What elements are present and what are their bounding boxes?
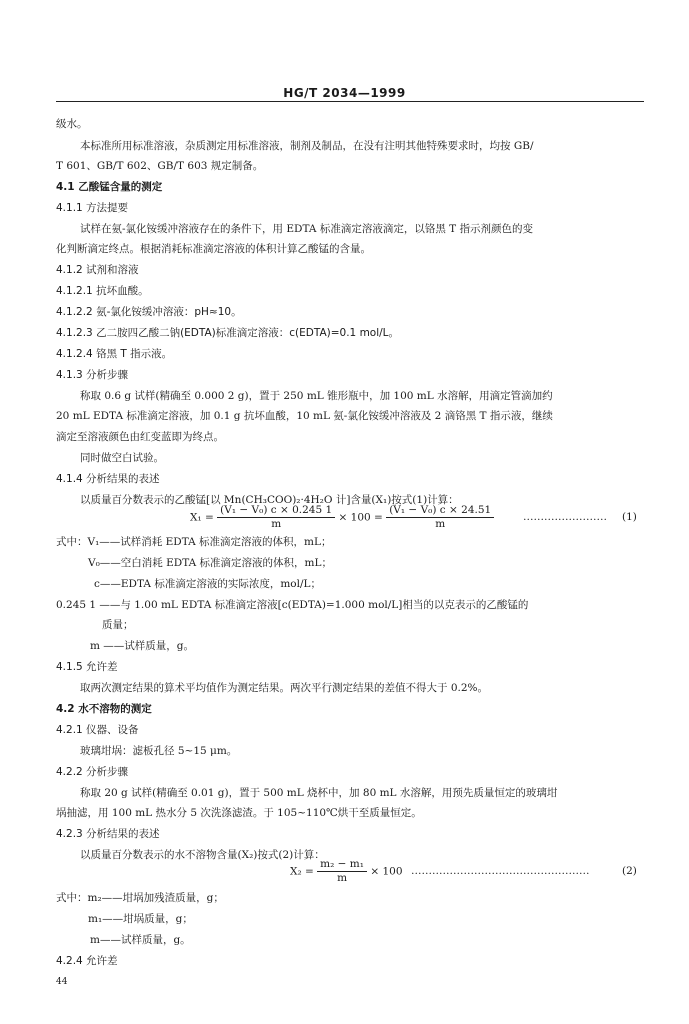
item-line: 4.1.2.2 氨-氯化铵缓冲溶液：pH≈10。 (56, 306, 242, 318)
definition-line: 质量； (102, 619, 134, 631)
text-line: 试样在氨-氯化铵缓冲溶液存在的条件下，用 EDTA 标准滴定溶液滴定，以铬黑 T 指示剂颜色的变 (80, 223, 533, 235)
equation-1 (190, 504, 494, 531)
item-line: 4.1.2.1 抗坏血酸。 (56, 285, 149, 297)
text-line: 化判断滴定终点。根据消耗标准滴定溶液的体积计算乙酸锰的含量。 (56, 243, 371, 255)
eq2-mid: × 100 (370, 865, 403, 878)
header-rule (56, 101, 644, 102)
subsection-heading: 4.1.2 试剂和溶液 (56, 264, 139, 276)
eq1-lhs: X₁ = (190, 511, 214, 524)
subsection-heading: 4.1.4 分析结果的表述 (56, 473, 160, 485)
text-line: 以质量百分数表示的乙酸锰[以 Mn(CH₃COO)₂·4H₂O 计]含量(X₁)按式(1)计算： (80, 494, 459, 506)
eq1-mid: × 100 = (338, 511, 383, 524)
item-line: 4.1.2.4 铬黑 T 指示液。 (56, 348, 173, 360)
eq1-numerator-2: (V₁ − V₀) c × 24.51 (386, 504, 494, 518)
eq2-leader-dots: …………………………………………… (411, 865, 590, 877)
subsection-heading: 4.1.3 分析步骤 (56, 369, 129, 381)
text-line: 玻璃坩埚：滤板孔径 5~15 μm。 (80, 745, 238, 757)
text-line: 称取 20 g 试样(精确至 0.01 g)，置于 500 mL 烧杯中，加 80 mL 水溶解，用预先质量恒定的玻璃坩 (80, 787, 558, 799)
eq1-leader-dots: …………………… (523, 511, 607, 523)
definition-line: 式中：V₁——试样消耗 EDTA 标准滴定溶液的体积，mL； (56, 536, 332, 548)
text-line: 同时做空白试验。 (80, 452, 164, 464)
eq2-denominator: m (337, 872, 348, 884)
subsection-heading: 4.2.4 允许差 (56, 955, 118, 967)
subsection-heading: 4.1.5 允许差 (56, 661, 118, 673)
text-line: 埚抽滤，用 100 mL 热水分 5 次洗涤滤渣。于 105~110℃烘干至质量恒定。 (56, 807, 422, 819)
definition-line: m ——试样质量，g。 (90, 640, 195, 652)
definition-line: 0.245 1 ——与 1.00 mL EDTA 标准滴定溶液[c(EDTA)=1.000 mol/L]相当的以克表示的乙酸锰的 (56, 599, 529, 611)
text-line: 滴定至溶液颜色由红变蓝即为终点。 (56, 431, 224, 443)
text-line: 以质量百分数表示的水不溶物含量(X₂)按式(2)计算： (80, 849, 325, 861)
page-number: 44 (56, 977, 68, 987)
eq1-fraction-2 (386, 504, 494, 531)
section-heading: 4.1 乙酸锰含量的测定 (56, 181, 163, 193)
eq1-number: (1) (622, 511, 637, 523)
subsection-heading: 4.2.1 仪器、设备 (56, 724, 139, 736)
eq1-numerator-1: (V₁ − V₀) c × 0.245 1 (217, 504, 335, 518)
eq2-fraction (317, 858, 367, 885)
definition-line: c——EDTA 标准滴定溶液的实际浓度，mol/L； (94, 578, 321, 590)
eq1-denominator-1: m (271, 518, 282, 530)
definition-line: m₁——坩埚质量，g； (88, 913, 193, 925)
item-line: 4.1.2.3 乙二胺四乙酸二钠(EDTA)标准滴定溶液：c(EDTA)=0.1 mol/L。 (56, 327, 400, 339)
text-line: 取两次测定结果的算术平均值作为测定结果。两次平行测定结果的差值不得大于 0.2%。 (80, 682, 489, 694)
text-line: 本标准所用标准溶液，杂质测定用标准溶液，制剂及制品，在没有注明其他特殊要求时，均按 GB/ (80, 140, 534, 152)
eq2-numerator: m₂ − m₁ (317, 858, 367, 872)
eq2-lhs: X₂ = (290, 865, 314, 878)
eq1-denominator-2: m (435, 518, 446, 530)
definition-line: V₀——空白消耗 EDTA 标准滴定溶液的体积，mL； (88, 557, 332, 569)
text-line: 20 mL EDTA 标准滴定溶液，加 0.1 g 抗坏血酸，10 mL 氨-氯化铵缓冲溶液及 2 滴铬黑 T 指示液，继续 (56, 410, 553, 422)
eq2-number: (2) (622, 865, 637, 877)
subsection-heading: 4.1.1 方法提要 (56, 202, 129, 214)
subsection-heading: 4.2.3 分析结果的表述 (56, 828, 160, 840)
definition-line: m——试样质量，g。 (90, 934, 191, 946)
text-line: T 601、GB/T 602、GB/T 603 规定制备。 (56, 160, 264, 172)
standard-header: HG/T 2034—1999 (283, 86, 406, 100)
eq1-fraction-1 (217, 504, 335, 531)
text-line: 级水。 (56, 118, 88, 130)
equation-2 (290, 858, 403, 885)
section-heading: 4.2 水不溶物的测定 (56, 703, 152, 715)
subsection-heading: 4.2.2 分析步骤 (56, 766, 129, 778)
definition-line: 式中：m₂——坩埚加残渣质量，g； (56, 892, 224, 904)
text-line: 称取 0.6 g 试样(精确至 0.000 2 g)，置于 250 mL 锥形瓶中，加 100 mL 水溶解，用滴定管滴加约 (80, 390, 553, 402)
